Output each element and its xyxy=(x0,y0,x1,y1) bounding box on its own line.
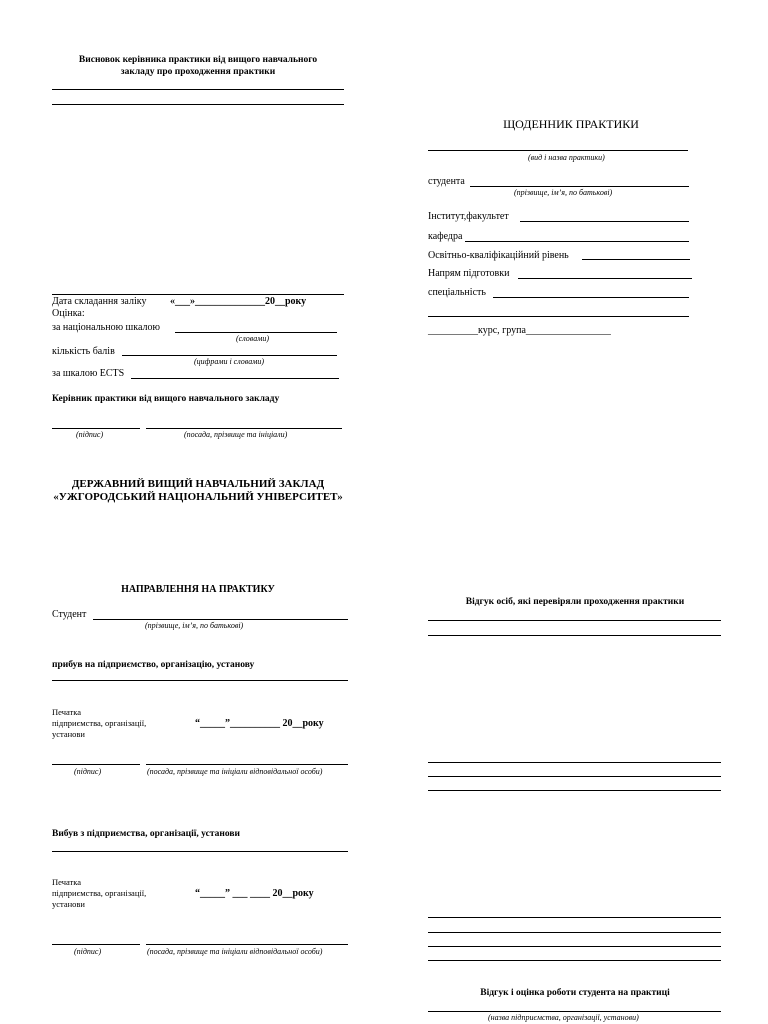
arrived-line xyxy=(52,680,348,681)
responsible-line xyxy=(146,944,348,945)
review-title: Відгук осіб, які перевіряли проходження практики xyxy=(465,597,685,607)
national-scale-line xyxy=(175,332,337,333)
institute-label: Інститут,факультет xyxy=(428,211,509,222)
departed-label: Вибув з підприємства, організації, установи xyxy=(52,829,240,839)
student-label: студента xyxy=(428,176,465,187)
seal-label-2: підприємства, організації, xyxy=(52,718,147,728)
student-line xyxy=(470,186,689,187)
responsible-line xyxy=(146,764,348,765)
blank-line xyxy=(428,932,721,933)
date-label: Дата складання заліку xyxy=(52,296,147,307)
points-line xyxy=(122,355,337,356)
university-line-2: «УЖГОРОДСЬКИЙ НАЦІОНАЛЬНИЙ УНІВЕРСИТЕТ» xyxy=(53,491,343,503)
organization-caption: (назва підприємства, організації, установи) xyxy=(488,1013,639,1022)
blank-line xyxy=(428,776,721,777)
signature-line xyxy=(52,428,140,429)
date-value: «___»______________20__року xyxy=(170,296,307,307)
seal-label-2: підприємства, організації, xyxy=(52,888,147,898)
in-words-caption: (словами) xyxy=(236,334,269,343)
blank-line xyxy=(428,960,721,961)
position-line xyxy=(146,428,342,429)
level-line xyxy=(582,259,690,260)
ects-line xyxy=(131,378,339,379)
institute-line xyxy=(520,221,689,222)
departed-line xyxy=(52,851,348,852)
referral-student-label: Студент xyxy=(52,609,87,620)
ects-label: за шкалою ECTS xyxy=(52,368,125,379)
referral-name-caption: (прізвище, ім’я, по батькові) xyxy=(145,621,244,630)
blank-line xyxy=(428,917,721,918)
digits-words-caption: (цифрами і словами) xyxy=(194,357,264,366)
referral-student-line xyxy=(93,619,348,620)
grade-label: Оцінка: xyxy=(52,308,85,319)
referral-title: НАПРАВЛЕННЯ НА ПРАКТИКУ xyxy=(121,584,275,595)
blank-line xyxy=(428,790,721,791)
university-line-1: ДЕРЖАВНИЙ ВИЩИЙ НАВЧАЛЬНИЙ ЗАКЛАД xyxy=(71,478,325,490)
conclusion-heading-1: Висновок керівника практики від вищого навчального xyxy=(78,55,318,65)
specialty-line xyxy=(493,297,689,298)
blank-line xyxy=(52,104,344,105)
seal-label-1: Печатка xyxy=(52,877,82,887)
supervisor-label: Керівник практики від вищого навчального закладу xyxy=(52,394,280,404)
seal-label-3: установи xyxy=(52,899,85,909)
arrived-label: прибув на підприємство, організацію, установу xyxy=(52,660,255,670)
direction-label: Напрям підготовки xyxy=(428,268,510,279)
department-label: кафедра xyxy=(428,231,463,242)
national-scale-label: за національною шкалою xyxy=(52,322,160,333)
responsible-caption: (посада, прізвище та ініціали відповідальної особи) xyxy=(147,947,323,956)
practice-type-caption: (вид і назва практики) xyxy=(528,153,605,162)
signature-line xyxy=(52,764,140,765)
diary-title: ЩОДЕННИК ПРАКТИКИ xyxy=(503,117,639,131)
seal-label-3: установи xyxy=(52,729,85,739)
position-caption: (посада, прізвище та ініціали) xyxy=(184,430,288,439)
direction-line xyxy=(518,278,692,279)
responsible-caption: (посада, прізвище та ініціали відповідальної особи) xyxy=(147,767,323,776)
course-group-label: __________курс, група_________________ xyxy=(428,325,611,336)
blank-line xyxy=(428,620,721,621)
signature-caption: (підпис) xyxy=(76,430,104,439)
points-label: кількість балів xyxy=(52,346,115,357)
level-label: Освітньо-кваліфікаційний рівень xyxy=(428,250,569,261)
blank-line xyxy=(428,946,721,947)
signature-caption: (підпис) xyxy=(74,947,102,956)
blank-line xyxy=(428,316,689,317)
blank-line xyxy=(428,635,721,636)
arrival-date: “_____”__________ 20__року xyxy=(195,718,324,729)
blank-line xyxy=(52,89,344,90)
departure-date: “_____” ___ ____ 20__року xyxy=(195,888,314,899)
seal-label-1: Печатка xyxy=(52,707,82,717)
signature-line xyxy=(52,944,140,945)
student-name-caption: (прізвище, ім’я, по батькові) xyxy=(514,188,613,197)
evaluation-title: Відгук і оцінка роботи студента на практиці xyxy=(480,988,670,998)
conclusion-heading-2: закладу про проходження практики xyxy=(120,67,276,77)
department-line xyxy=(465,241,689,242)
specialty-label: спеціальність xyxy=(428,287,486,298)
practice-type-line xyxy=(428,150,688,151)
organization-line xyxy=(428,1011,721,1012)
blank-line xyxy=(52,294,344,295)
signature-caption: (підпис) xyxy=(74,767,102,776)
blank-line xyxy=(428,762,721,763)
